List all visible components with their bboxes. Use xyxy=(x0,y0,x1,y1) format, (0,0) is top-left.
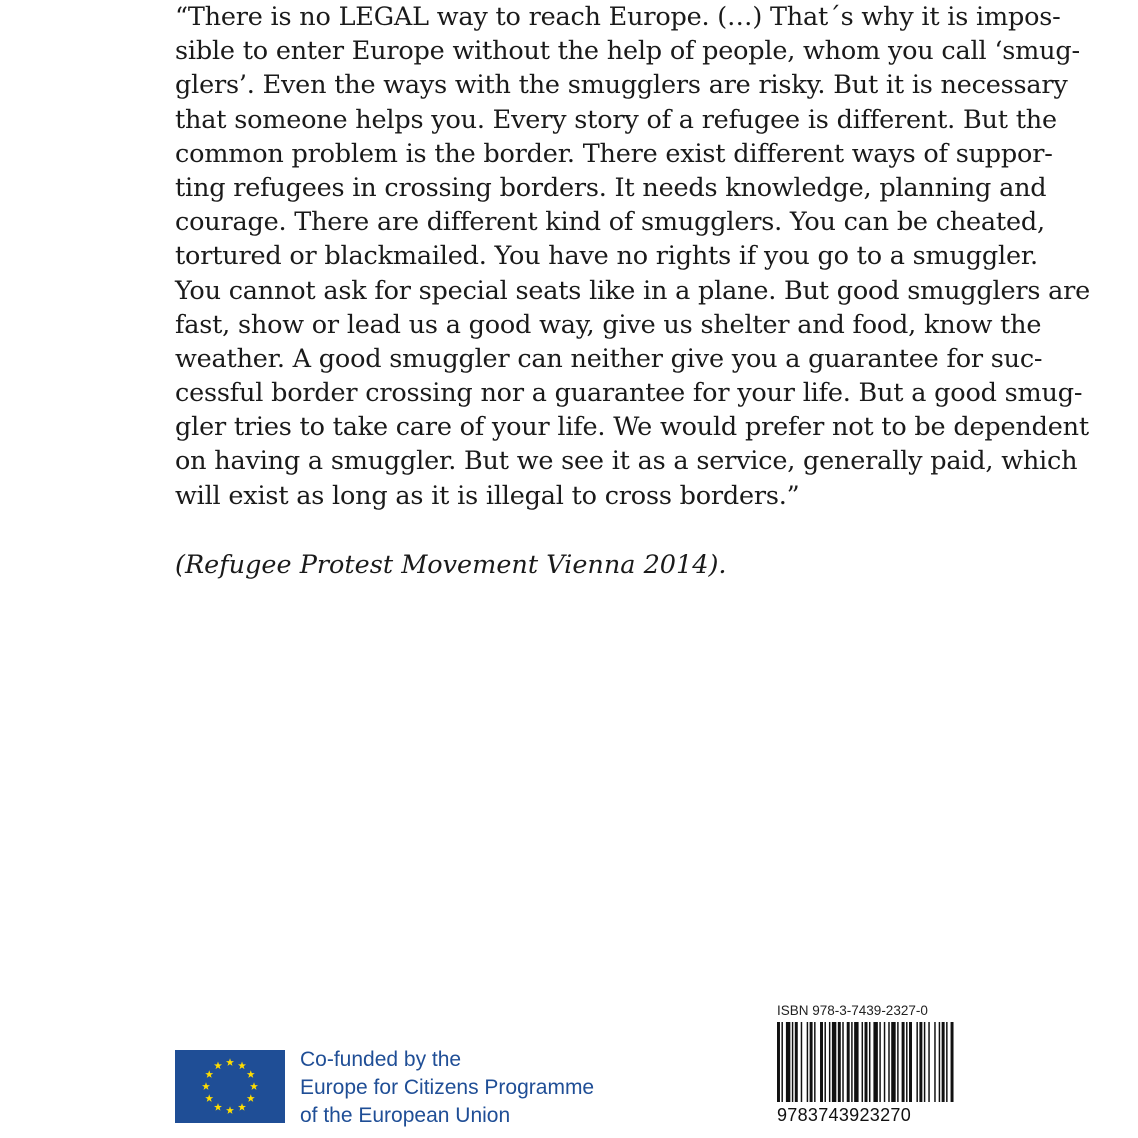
barcode-bar xyxy=(824,1022,825,1102)
eu-funding-line: of the European Union xyxy=(300,1104,511,1127)
barcode-bar xyxy=(946,1022,947,1102)
barcode-bar xyxy=(820,1022,823,1102)
barcode-bar xyxy=(888,1022,889,1102)
quote-line: weather. A good smuggler can neither give you a guarantee for suc- xyxy=(175,343,1043,374)
quote-line: You cannot ask for special seats like in a plane. But good smugglers are xyxy=(175,275,1091,306)
barcode-bar xyxy=(842,1022,843,1102)
quote-line: cessful border crossing nor a guarantee for your life. But a good smug- xyxy=(175,378,1083,409)
eu-funding-line: Co-funded by the xyxy=(300,1048,462,1071)
quote-line: ting refugees in crossing borders. It needs knowledge, planning and xyxy=(175,172,1047,203)
barcode-bar xyxy=(801,1022,802,1102)
barcode-icon xyxy=(777,1022,955,1102)
quote-block xyxy=(175,0,1091,513)
barcode-bar xyxy=(832,1022,836,1102)
barcode-bar xyxy=(891,1022,895,1102)
barcode-bar xyxy=(924,1022,925,1102)
barcode-bar xyxy=(928,1022,929,1102)
barcode-bar xyxy=(807,1022,808,1102)
barcode-bar xyxy=(854,1022,858,1102)
barcode-bar xyxy=(879,1022,880,1102)
quote-line: gler tries to take care of your life. We would prefer not to be dependent xyxy=(175,412,1089,443)
isbn-number: 9783743923270 xyxy=(777,1105,912,1125)
barcode-bar xyxy=(814,1022,815,1102)
barcode-bar xyxy=(884,1022,885,1102)
barcode-bar xyxy=(786,1022,790,1102)
barcode-bar xyxy=(792,1022,793,1102)
barcode-bar xyxy=(865,1022,868,1102)
eu-funding-line: Europe for Citizens Programme xyxy=(300,1076,595,1099)
barcode-bar xyxy=(781,1022,782,1102)
barcode-bar xyxy=(909,1022,912,1102)
barcode-bar xyxy=(810,1022,813,1102)
quote-line: that someone helps you. Every story of a refugee is different. But the xyxy=(175,104,1057,135)
quote-line: glers’. Even the ways with the smugglers are risky. But it is necessary xyxy=(175,70,1068,101)
barcode-bar xyxy=(906,1022,907,1102)
barcode-bar xyxy=(795,1022,798,1102)
barcode-bar xyxy=(777,1022,780,1102)
barcode-bar xyxy=(851,1022,852,1102)
barcode-bar xyxy=(919,1022,922,1102)
quote-line: sible to enter Europe without the help of people, whom you call ‘smug- xyxy=(175,36,1080,67)
eu-flag-icon xyxy=(175,1050,285,1123)
barcode-bar xyxy=(939,1022,940,1102)
barcode-bar xyxy=(897,1022,898,1102)
quote-line: will exist as long as it is illegal to cross borders.” xyxy=(175,480,800,511)
barcode-bar xyxy=(916,1022,917,1102)
barcode-bar xyxy=(862,1022,863,1102)
barcode-bar xyxy=(951,1022,954,1102)
quote-line: tortured or blackmailed. You have no rights if you go to a smuggler. xyxy=(175,241,1038,272)
quote-line: courage. There are different kind of smugglers. You can be cheated, xyxy=(175,207,1045,238)
quote-line: common problem is the border. There exist different ways of suppor- xyxy=(175,138,1053,169)
barcode-bar xyxy=(934,1022,935,1102)
quote-line: fast, show or lead us a good way, give us shelter and food, know the xyxy=(175,309,1042,340)
barcode-bar xyxy=(942,1022,945,1102)
eu-funding-text xyxy=(300,1046,594,1130)
barcode-bar xyxy=(847,1022,850,1102)
barcode-bar xyxy=(829,1022,830,1102)
barcode-bar xyxy=(902,1022,905,1102)
barcode-bar xyxy=(838,1022,841,1102)
quote-line: on having a smuggler. But we see it as a service, generally paid, which xyxy=(175,446,1078,477)
isbn-label: ISBN 978-3-7439-2327-0 xyxy=(777,1003,928,1018)
quote-line: “There is no LEGAL way to reach Europe. (…) That´s why it is impos- xyxy=(175,2,1061,32)
quote-citation: (Refugee Protest Movement Vienna 2014). xyxy=(175,550,727,580)
barcode-bar xyxy=(869,1022,870,1102)
barcode-bar xyxy=(873,1022,877,1102)
